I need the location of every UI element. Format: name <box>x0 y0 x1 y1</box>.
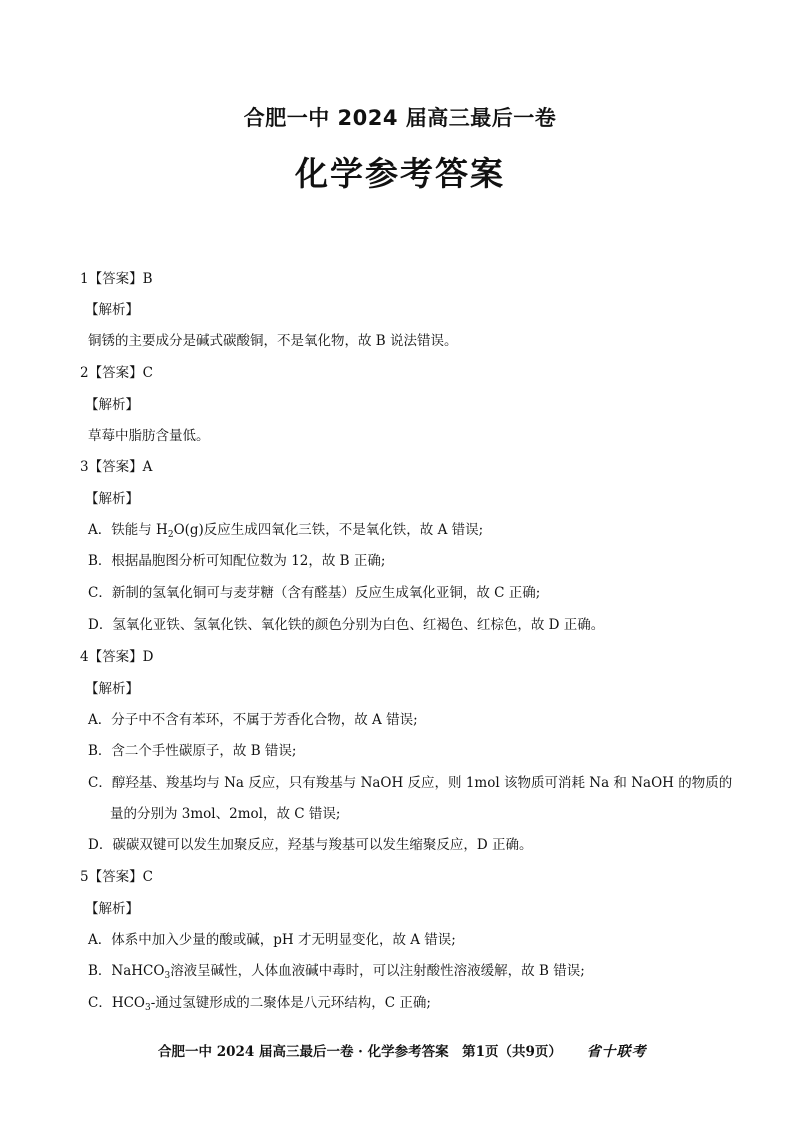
q3-answer: 3【答案】A <box>80 459 153 475</box>
page-subtitle: 合肥一中 2024 届高三最后一卷 <box>243 106 557 130</box>
q4-analysis-label: 【解析】 <box>85 681 139 697</box>
q2-answer: 2【答案】C <box>80 365 153 381</box>
q5-answer: 5【答案】C <box>80 869 153 885</box>
q2-analysis-text: 草莓中脂肪含量低。 <box>88 428 210 444</box>
q4-item-b: B．含二个手性碳原子，故 B 错误; <box>88 743 297 759</box>
q4-item-a: A．分子中不含有苯环，不属于芳香化合物，故 A 错误; <box>88 712 418 728</box>
q3-analysis-label: 【解析】 <box>85 491 139 507</box>
q5-analysis-label: 【解析】 <box>85 901 139 917</box>
q4-item-d: D．碳碳双键可以发生加聚反应，羟基与羧基可以发生缩聚反应，D 正确。 <box>88 837 533 853</box>
q3-item-b: B．根据晶胞图分析可知配位数为 12，故 B 正确; <box>88 553 386 569</box>
q3-item-d: D．氢氧化亚铁、氢氧化铁、氧化铁的颜色分别为白色、红褐色、红棕色，故 D 正确。 <box>88 617 605 633</box>
q1-analysis-text: 铜锈的主要成分是碱式碳酸铜，不是氧化物，故 B 说法错误。 <box>88 333 458 349</box>
footer-brand-logo: 省十联考 <box>586 1044 647 1060</box>
q4-answer: 4【答案】D <box>80 649 154 665</box>
q3-item-a: A．铁能与 $H_2O(g)$反应生成四氧化三铁，不是氧化铁，故 A 错误; <box>88 522 484 540</box>
q3-item-c: C．新制的氢氧化铜可与麦芽糖（含有醛基）反应生成氧化亚铜，故 C 正确; <box>88 585 541 601</box>
q5-item-a: A．体系中加入少量的酸或碱，pH 才无明显变化，故 A 错误; <box>88 932 456 948</box>
q5-item-c: C．$HCO_3-$通过氢键形成的二聚体是八元环结构，C 正确; <box>88 995 431 1013</box>
q4-item-c-cont: 量的分别为 3mol、2mol，故 C 错误; <box>110 806 341 822</box>
page-footer <box>158 1040 647 1061</box>
q2-analysis-label: 【解析】 <box>85 397 139 413</box>
q1-answer: 1【答案】B <box>80 271 153 287</box>
footer-text: 合肥一中 2024 届高三最后一卷 · 化学参考答案 第1页（共9页） <box>158 1044 562 1060</box>
q1-analysis-label: 【解析】 <box>85 302 139 318</box>
q4-item-c: C．醇羟基、羧基均与 Na 反应，只有羧基与 NaOH 反应，则 1mol 该物质可消耗 Na 和 NaOH 的物质的 <box>88 775 733 791</box>
q5-item-b: B．NaHCO$_3$溶液呈碱性，人体血液碱中毒时，可以注射酸性溶液缓解，故 B 错误; <box>88 963 585 981</box>
page-title: 化学参考答案 <box>295 154 505 193</box>
